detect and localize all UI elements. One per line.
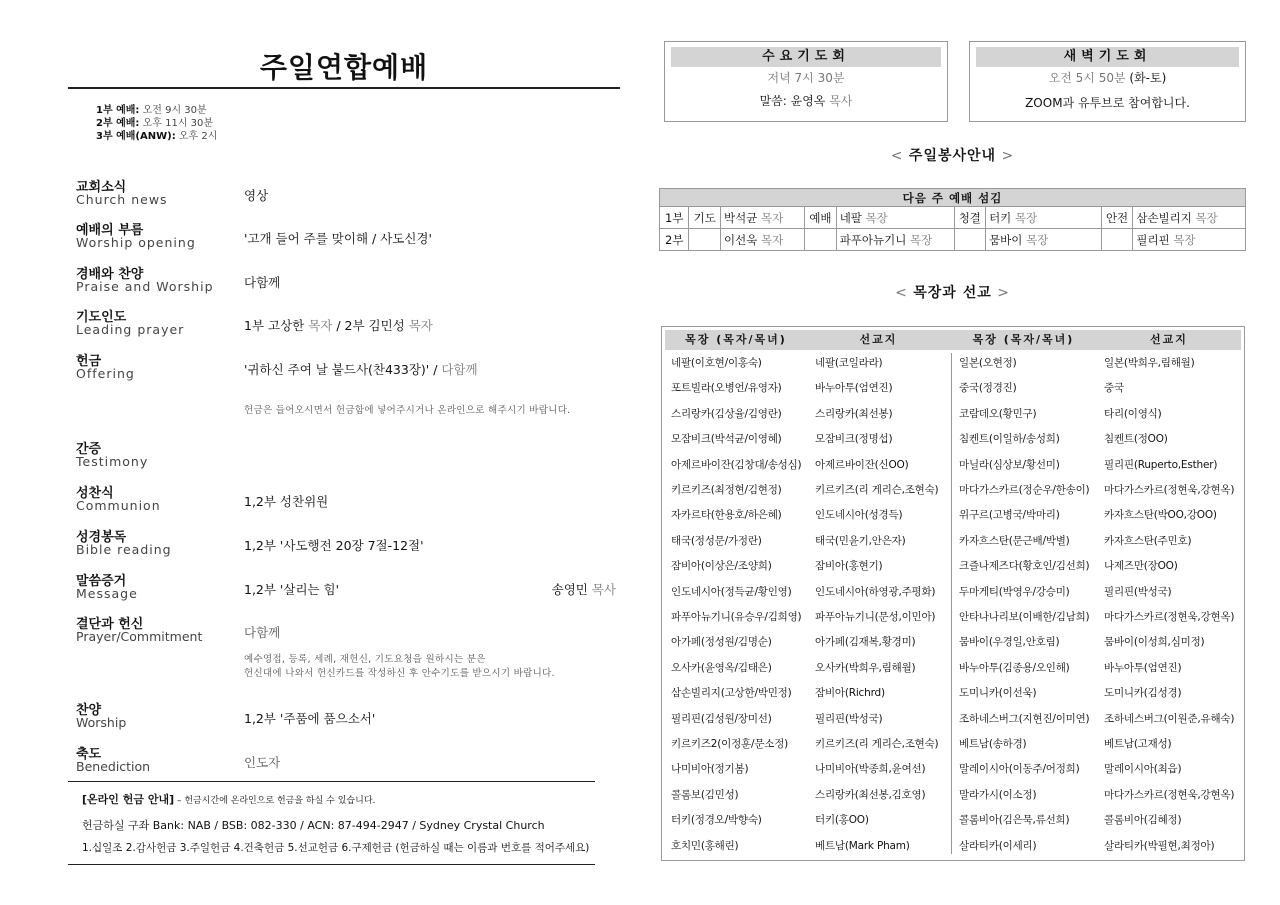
mokjang-cell: 조하네스버그(지현진/이미연) (959, 712, 1090, 725)
mokjang-cell: 베트남(송하경) (959, 738, 1027, 750)
mokjang-cell: 마닐라(심상보/황선미) (959, 458, 1060, 471)
wednesday-preacher: 말씀: 윤영옥 목사 (759, 94, 853, 108)
mission-row (662, 609, 1242, 634)
mokjang-cell: 파푸아뉴기니(유승우/김희영) (671, 611, 802, 623)
preacher: 송영민 목사 (551, 582, 616, 597)
mission-field-cell: 오사카(박희우,림해월) (815, 661, 916, 674)
mission-field-cell: 키르키즈(리 게리슨,조현숙) (815, 484, 939, 496)
mokjang-cell: 마다가스카르(정순우/한송이) (959, 484, 1090, 496)
mission-field-cell: 일본(박희우,림해월) (1104, 357, 1195, 369)
mission-field-cell: 필리핀(박성국) (815, 712, 883, 725)
mokjang-cell: 카자흐스탄(문근배/박별) (959, 534, 1070, 547)
mokjang-cell: 포트빌라(오병언/유영자) (671, 382, 782, 395)
mokjang-cell: 스리랑카(김상율/김영란) (671, 407, 782, 420)
service-time-3: 3부 예배(ANW): 오후 2시 (96, 131, 218, 142)
mokjang-cell: 안타나나리보(이배한/김남희) (959, 611, 1090, 623)
mokjang-cell: 네팔(이호현/이홍숙) (671, 357, 762, 369)
mokjang-cell: 크즐나제즈다(황호인/김선희) (959, 560, 1090, 573)
mission-field-cell: 인도네시아(성경득) (815, 509, 903, 522)
mokjang-cell: 잠비아(이상은/조양희) (671, 560, 772, 573)
mokjang-cell: 말레이시아(이동주/어정희) (959, 763, 1080, 776)
mokjang-cell: 중국(정경진) (959, 382, 1017, 395)
mission-row (662, 558, 1242, 583)
mission-table-header: 목장 (목자/목녀) 선교지 목장 (목자/목녀) 선교지 (665, 330, 1241, 350)
mission-field-cell: 말레이시아(최읍) (1104, 763, 1182, 776)
mokjang-cell: 코람데오(황민구) (959, 407, 1037, 420)
service-time-1: 1부 예배: 오전 9시 30분 (96, 105, 207, 116)
mokjang-cell: 자카르타(한용호/하은혜) (671, 509, 782, 522)
mission-field-cell: 마다가스카르(정현욱,강현옥) (1104, 484, 1235, 496)
mission-field-cell: 나미비아(박종희,윤여선) (815, 763, 926, 776)
title-divider (68, 87, 620, 89)
mission-field-cell: 도미니카(김성경) (1104, 687, 1182, 700)
mokjang-cell: 호치민(홍해린) (671, 839, 739, 852)
service-times (96, 104, 217, 143)
mission-row (662, 380, 1242, 405)
service-row: 1부 기도 박석균 목자 예배 네팔 목장 청결 터키 목장 안전 삼손빌리지 목장 (660, 207, 1246, 229)
mission-row (662, 507, 1242, 532)
mission-field-cell: 베트남(Mark Pham) (815, 839, 910, 852)
mission-field-cell: 살라티카(박필현,최정아) (1104, 839, 1215, 852)
service-schedule-table (659, 188, 1246, 251)
service-section-title: < 주일봉사안내 > (890, 148, 1015, 164)
mission-field-cell: 카자흐스탄(주민호) (1104, 534, 1192, 547)
mokjang-cell: 필리핀(김성원/장미선) (671, 712, 772, 725)
online-offering-rule-top (68, 781, 595, 782)
mokjang-cell: 바누아투(김종용/오인해) (959, 661, 1070, 674)
mission-field-cell: 태국(민윤기,안은자) (815, 534, 906, 547)
service-row: 2부 이선욱 목자 파푸아뉴기니 목장 뭄바이 목장 필리핀 목장 (660, 229, 1246, 251)
mission-row (662, 431, 1242, 456)
mission-row (662, 355, 1242, 380)
service-table-header: 다음 주 예배 섬김 (660, 189, 1246, 207)
mokjang-cell: 태국(정성문/가정란) (671, 534, 762, 547)
mission-field-cell: 잠비아(홍현기) (815, 560, 883, 573)
mission-field-cell: 타리(이영식) (1104, 407, 1162, 420)
mokjang-cell: 키르키즈2(이정훈/문소정) (671, 738, 789, 750)
mission-field-cell: 침켄트(정OO) (1104, 433, 1168, 446)
mokjang-cell: 말라가시(이소정) (959, 788, 1037, 801)
mission-field-cell: 마다가스카르(정현욱,강현옥) (1104, 788, 1235, 801)
mission-field-cell: 베트남(고재성) (1104, 738, 1172, 750)
mokjang-cell: 인도네시아(정득균/황인영) (671, 585, 792, 598)
mission-field-cell: 키르키즈(리 게리슨,조현숙) (815, 738, 939, 750)
mission-field-cell: 중국 (1104, 382, 1124, 395)
mokjang-cell: 삼손빌리지(고상한/박민정) (671, 687, 792, 700)
mokjang-cell: 오사카(윤영옥/김태은) (671, 661, 772, 674)
mission-row (662, 584, 1242, 609)
dawn-prayer-title: 새벽기도회 (976, 47, 1239, 67)
offering-note: 헌금은 들어오시면서 헌금함에 넣어주시거나 온라인으로 해주시기 바랍니다. (244, 405, 571, 416)
wednesday-prayer-box (664, 41, 948, 122)
mission-field-cell: 인도네시아(하영광,주평화) (815, 585, 936, 598)
commitment-note-1: 예수영접, 등록, 세례, 재헌신, 기도요청을 원하시는 분은 (244, 654, 486, 665)
mokjang-cell: 일본(오현정) (959, 357, 1017, 369)
mission-field-cell: 잠비아(Richrd) (815, 687, 885, 700)
commitment-note-2: 헌신대에 나와서 헌신카드를 작성하신 후 안수기도를 받으시기 바랍니다. (244, 668, 555, 679)
mokjang-cell: 위구르(고병국/박마리) (959, 509, 1060, 522)
mission-field-cell: 조하네스버그(이원준,유해숙) (1104, 712, 1235, 725)
mission-row (662, 711, 1242, 736)
mission-field-cell: 스리랑카(최선봉) (815, 407, 893, 420)
dawn-prayer-note: ZOOM과 유투브로 참여합니다. (1025, 96, 1190, 110)
mission-row (662, 812, 1242, 837)
mission-field-cell: 파푸아뉴기니(문성,이민아) (815, 611, 936, 623)
mokjang-cell: 콜롬비아(김은묵,류선희) (959, 814, 1070, 827)
mission-field-cell: 네팔(코일라라) (815, 357, 883, 369)
mission-row (662, 838, 1242, 863)
mokjang-cell: 키르키즈(최정현/김현정) (671, 484, 782, 496)
mokjang-cell: 나미비아(정기봄) (671, 763, 749, 776)
mission-field-cell: 필리핀(박성국) (1104, 585, 1172, 598)
online-offering-rule-bottom (68, 864, 595, 865)
mission-field-cell: 아가페(김재복,황경미) (815, 636, 916, 649)
mission-field-cell: 콜롬비아(김혜정) (1104, 814, 1182, 827)
mission-row (662, 482, 1242, 507)
mission-row (662, 533, 1242, 558)
mission-row (662, 761, 1242, 786)
mokjang-cell: 아제르바이잔(김창대/송성심) (671, 458, 802, 471)
mission-field-cell: 카자흐스탄(박OO,강OO) (1104, 509, 1217, 522)
mission-table (661, 326, 1245, 861)
mission-field-cell: 뭄바이(이성희,심미정) (1104, 636, 1205, 649)
service-time-2: 2부 예배: 오후 11시 30분 (96, 118, 214, 129)
dawn-prayer-box (969, 41, 1246, 122)
mission-row (662, 406, 1242, 431)
mission-field-cell: 나제즈만(장OO) (1104, 560, 1178, 573)
mokjang-cell: 침켄트(이일하/송성희) (959, 433, 1060, 446)
mokjang-cell: 살라티카(이세리) (959, 839, 1037, 852)
mokjang-cell: 도미니카(이선욱) (959, 687, 1037, 700)
mokjang-cell: 두마게티(박영우/강승미) (959, 585, 1070, 598)
mokjang-cell: 콜롬보(김민성) (671, 788, 739, 801)
mission-row (662, 660, 1242, 685)
online-offering-account: 헌금하실 구좌 Bank: NAB / BSB: 082-330 / ACN: 87-494-2947 / Sydney Crystal Church (82, 819, 545, 832)
mission-field-cell: 스리랑카(최선봉,김호영) (815, 788, 926, 801)
mokjang-cell: 아가페(정성원/김명순) (671, 636, 772, 649)
mission-row (662, 685, 1242, 710)
wednesday-prayer-time: 저녁 7시 30분 (767, 71, 845, 85)
mission-field-cell: 바누아투(엄연진) (1104, 661, 1182, 674)
mission-field-cell: 필리핀(Ruperto,Esther) (1104, 458, 1218, 471)
mission-field-cell: 터키(홍OO) (815, 814, 869, 827)
mokjang-cell: 뭄바이(우경일,안호림) (959, 636, 1060, 649)
worship-order-page: 주일연합예배 1부 예배: 오전 9시 30분 2부 예배: 오후 11시 30분 3부 예배(ANW): 오후 2시 교회소식 Church news 영상 예배의 부름 Worship opening '고개 들어 주를 맞이해 / 사도신경' 경배와 찬양 Praise and Worship 다함께 기도인도 Leading prayer 1부 고상한 목자 / 2부 김민성 목자 헌금 Offering '귀하신 주여 날 붙드사(찬433장)' / 다함께 헌금은 들어오시면서 헌금함에 넣어주시거나 온라인으로 해주시기 바랍니다. 간증 Testimony 성찬식 Communion 1,2부 성찬위원 성경봉독 Bible reading 1,2부 '사도행전 20장 7절-12절' 말씀증거 Message 1,2부 '살리는 힘' 송영민 목사 결단과 헌신 Prayer/Commitment 다함께 예수영접, 등록, 세례, 재헌신, 기도요청을 원하시는 분은 헌신대에 나와서 헌신카드를 작성하신 후 안수기도를 받으시기 바랍니다. 찬양 Worship 1,2부 '주품에 품으소서' 축도 Benediction 인도자 [온라인 헌금 안내] – 헌금시간에 온라인으로 헌금을 하실 수 있습니다. 헌금하실 구좌 Bank: NAB / BSB: 082-330 / ACN: 87-494-2947 / Sydney Crystal Church 1.십일조 2.감사헌금 3.주일헌금 4.건축헌금 5.선교헌금 6.구제헌금 (헌금하실 때는 이름과 번호를 적어주세요) (68, 0, 620, 905)
prayer-leaders: 1부 고상한 목자 / 2부 김민성 목자 (244, 318, 433, 333)
mission-field-cell: 마다가스카르(정현욱,강현옥) (1104, 611, 1235, 623)
mission-row (662, 457, 1242, 482)
mission-field-cell: 아제르바이잔(신OO) (815, 458, 909, 471)
online-offering-title: [온라인 헌금 안내] – 헌금시간에 온라인으로 헌금을 하실 수 있습니다. (82, 793, 376, 806)
mission-section-title: < 목장과 선교 > (895, 285, 1010, 301)
dawn-prayer-time: 오전 5시 50분 (화-토) (1048, 71, 1167, 85)
offering-types: 1.십일조 2.감사헌금 3.주일헌금 4.건축헌금 5.선교헌금 6.구제헌금 (헌금하실 때는 이름과 번호를 적어주세요) (82, 842, 590, 854)
mokjang-cell: 터키(정경오/박향숙) (671, 814, 762, 827)
mission-row (662, 634, 1242, 659)
mission-field-cell: 모잠비크(정명섭) (815, 433, 893, 446)
wednesday-prayer-title: 수요기도회 (671, 47, 941, 67)
mission-row (662, 787, 1242, 812)
page-title: 주일연합예배 (259, 51, 429, 84)
mission-field-cell: 바누아투(엄연진) (815, 382, 893, 395)
mokjang-cell: 모잠비크(박석균/이영혜) (671, 433, 782, 446)
mission-row (662, 736, 1242, 761)
